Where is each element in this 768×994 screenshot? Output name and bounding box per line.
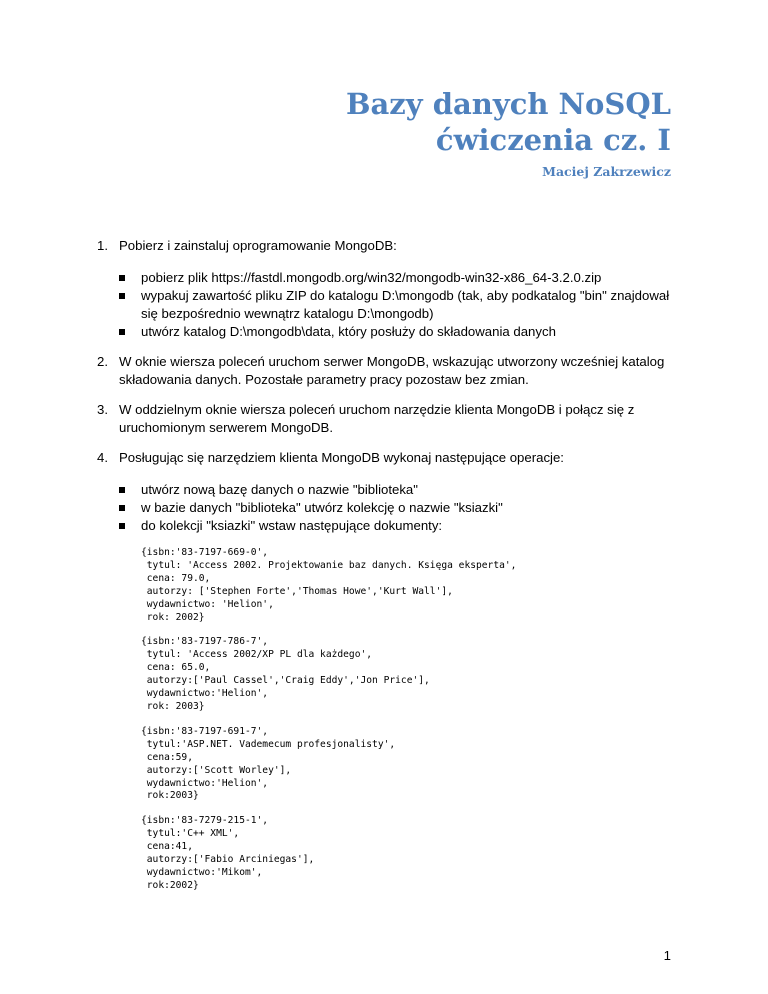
list-item: utwórz nową bazę danych o nazwie "biblioteka" (119, 481, 687, 499)
list-item: do kolekcji "ksiazki" wstaw następujące dokumenty: (119, 517, 687, 535)
bullet-list (119, 481, 687, 535)
square-bullet-icon (119, 517, 141, 535)
square-bullet-icon (119, 323, 141, 341)
code-block: {isbn:'83-7279-215-1', tytul:'C++ XML', cena:41, autorzy:['Fabio Arciniegas'], wydawnictwo:'Mikom', rok:2002} (141, 815, 315, 891)
task-2 (97, 353, 687, 389)
task-number: 2. (97, 354, 108, 369)
document-title-line-2: ćwiczenia cz. I (435, 123, 671, 157)
author-name: Maciej Zakrzewicz (542, 164, 671, 179)
list-item: utwórz katalog D:\mongodb\data, który posłuży do składowania danych (119, 323, 687, 341)
list-item: pobierz plik https://fastdl.mongodb.org/win32/mongodb-win32-x86_64-3.2.0.zip (119, 269, 687, 287)
code-block: {isbn:'83-7197-669-0', tytul: 'Access 2002. Projektowanie baz danych. Księga eksperta', cena: 79.0, autorzy: ['Stephen Forte','Thomas Howe','Kurt Wall'], wydawnictwo: 'Helion', rok: 2002} (141, 547, 517, 623)
code-block: {isbn:'83-7197-786-7', tytul: 'Access 2002/XP PL dla każdego', cena: 65.0, autorzy:['Paul Cassel','Craig Eddy','Jon Price'], wydawnictwo:'Helion', rok: 2003} (141, 636, 430, 712)
title-block (346, 86, 671, 179)
task-3 (97, 401, 687, 437)
square-bullet-icon (119, 499, 141, 517)
bullet-list (119, 269, 687, 341)
task-number: 3. (97, 402, 108, 417)
code-block: {isbn:'83-7197-691-7', tytul:'ASP.NET. Vademecum profesjonalisty', cena:59, autorzy:['Scott Worley'], wydawnictwo:'Helion', rok:2003} (141, 725, 396, 802)
task-number: 4. (97, 450, 108, 465)
task-text: Pobierz i zainstaluj oprogramowanie MongoDB: (119, 238, 397, 253)
list-item: wypakuj zawartość pliku ZIP do katalogu D:\mongodb (tak, aby podkatalog "bin" znajdował się bezpośrednio wewnątrz katalogu D:\mongodb) (119, 287, 687, 323)
task-text: W oknie wiersza poleceń uruchom serwer MongoDB, wskazując utworzony wcześniej katalog składowania danych. Pozostałe parametry pracy pozostaw bez zmian. (119, 354, 665, 387)
code-listing (119, 547, 687, 893)
task-text: W oddzielnym oknie wiersza poleceń uruchom narzędzie klienta MongoDB i połącz się z uruchomionym serwerem MongoDB. (119, 402, 635, 435)
page-number: 1 (663, 948, 671, 963)
list-item: w bazie danych "biblioteka" utwórz kolekcję o nazwie "ksiazki" (119, 499, 687, 517)
task-text: Posługując się narzędziem klienta MongoDB wykonaj następujące operacje: (119, 450, 564, 465)
square-bullet-icon (119, 287, 141, 305)
square-bullet-icon (119, 481, 141, 499)
task-1 (97, 237, 687, 341)
task-list (97, 237, 687, 917)
square-bullet-icon (119, 269, 141, 287)
document-title-line-1: Bazy danych NoSQL (345, 87, 671, 121)
task-number: 1. (97, 238, 108, 253)
task-4 (97, 449, 687, 905)
